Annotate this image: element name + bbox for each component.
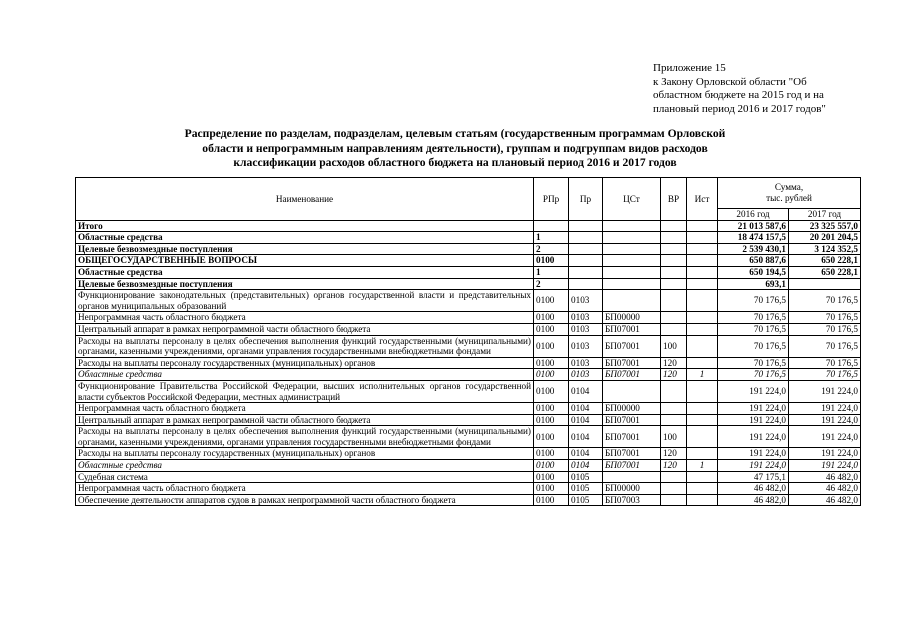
row-cst-cell: БП07001 [603, 357, 661, 369]
table-row [76, 403, 861, 415]
row-rpr-cell: 0100 [534, 335, 569, 357]
row-rpr-cell: 0100 [534, 460, 569, 472]
row-2016-cell: 191 224,0 [718, 448, 789, 460]
row-ist-cell [687, 278, 718, 290]
row-name-cell: Центральный аппарат в рамках непрограммной части областного бюджета [76, 323, 534, 335]
title-line: классификации расходов областного бюджета на плановый период 2016 и 2017 годов [233, 156, 677, 169]
header-sum-unit: тыс. рублей [766, 193, 812, 203]
row-name-cell: ОБЩЕГОСУДАРСТВЕННЫЕ ВОПРОСЫ [76, 255, 534, 267]
row-name-cell: Обеспечение деятельности аппаратов судов в рамках непрограммной части областного бюджета [76, 494, 534, 506]
row-ist-cell [687, 483, 718, 495]
row-pr-cell: 0103 [569, 323, 603, 335]
row-ist-cell: 1 [687, 460, 718, 472]
row-2016-cell: 70 176,5 [718, 335, 789, 357]
row-ist-cell: 1 [687, 369, 718, 381]
row-2016-cell: 650 194,5 [718, 266, 789, 278]
row-pr-cell [569, 232, 603, 244]
row-name-cell: Непрограммная часть областного бюджета [76, 403, 534, 415]
row-cst-cell [603, 232, 661, 244]
row-cst-cell [603, 471, 661, 483]
row-2016-cell: 46 482,0 [718, 494, 789, 506]
row-vr-cell: 120 [661, 448, 687, 460]
row-cst-cell: БП07001 [603, 369, 661, 381]
row-2017-cell: 46 482,0 [789, 494, 861, 506]
row-2016-cell: 191 224,0 [718, 460, 789, 472]
table-row [76, 255, 861, 267]
row-pr-cell: 0103 [569, 335, 603, 357]
row-ist-cell [687, 426, 718, 448]
title-line: области и непрограммным направлениям деятельности), группам и подгруппам видов расходов [202, 141, 708, 155]
row-2016-cell: 46 482,0 [718, 483, 789, 495]
row-name-cell: Итого [76, 220, 534, 232]
row-pr-cell: 0105 [569, 494, 603, 506]
row-ist-cell [687, 232, 718, 244]
row-cst-cell [603, 380, 661, 402]
table-row [76, 471, 861, 483]
table-row [76, 357, 861, 369]
row-2017-cell: 191 224,0 [789, 426, 861, 448]
table-row [76, 220, 861, 232]
row-2016-cell: 70 176,5 [718, 323, 789, 335]
row-pr-cell: 0104 [569, 403, 603, 415]
row-2017-cell: 650 228,1 [789, 266, 861, 278]
row-2017-cell: 191 224,0 [789, 460, 861, 472]
row-2016-cell: 70 176,5 [718, 290, 789, 312]
header-name: Наименование [76, 178, 534, 221]
row-ist-cell [687, 290, 718, 312]
row-2016-cell: 191 224,0 [718, 403, 789, 415]
row-2016-cell: 70 176,5 [718, 369, 789, 381]
row-rpr-cell: 1 [534, 232, 569, 244]
table-row [76, 232, 861, 244]
row-pr-cell: 0103 [569, 290, 603, 312]
header-pr: Пр [569, 178, 603, 221]
row-cst-cell: БП07001 [603, 460, 661, 472]
row-ist-cell [687, 243, 718, 255]
table-row [76, 426, 861, 448]
row-2017-cell: 70 176,5 [789, 369, 861, 381]
row-cst-cell [603, 278, 661, 290]
row-ist-cell [687, 448, 718, 460]
row-ist-cell [687, 255, 718, 267]
row-rpr-cell: 2 [534, 243, 569, 255]
row-ist-cell [687, 414, 718, 426]
row-2017-cell: 20 201 204,5 [789, 232, 861, 244]
row-rpr-cell: 0100 [534, 380, 569, 402]
row-2017-cell: 191 224,0 [789, 380, 861, 402]
row-pr-cell: 0103 [569, 357, 603, 369]
row-2016-cell: 70 176,5 [718, 312, 789, 324]
row-vr-cell [661, 403, 687, 415]
row-ist-cell [687, 403, 718, 415]
row-2016-cell: 191 224,0 [718, 414, 789, 426]
row-ist-cell [687, 494, 718, 506]
row-pr-cell: 0103 [569, 312, 603, 324]
row-vr-cell [661, 290, 687, 312]
row-name-cell: Функционирование законодательных (представительных) органов государственной власти и представительных органов муниципальных образований [76, 290, 534, 312]
row-rpr-cell: 0100 [534, 426, 569, 448]
row-2016-cell: 650 887,6 [718, 255, 789, 267]
document-title [110, 127, 800, 171]
row-rpr-cell: 0100 [534, 312, 569, 324]
row-ist-cell [687, 323, 718, 335]
row-rpr-cell: 2 [534, 278, 569, 290]
row-name-cell: Областные средства [76, 232, 534, 244]
row-rpr-cell: 0100 [534, 403, 569, 415]
row-rpr-cell: 0100 [534, 483, 569, 495]
row-2017-cell: 70 176,5 [789, 323, 861, 335]
row-ist-cell [687, 312, 718, 324]
row-2016-cell: 47 175,1 [718, 471, 789, 483]
header-ist: Ист [687, 178, 718, 221]
table-row [76, 243, 861, 255]
row-pr-cell: 0104 [569, 426, 603, 448]
row-name-cell: Областные средства [76, 460, 534, 472]
row-name-cell: Расходы на выплаты персоналу государственных (муниципальных) органов [76, 448, 534, 460]
row-cst-cell: БП00000 [603, 483, 661, 495]
table-body [76, 220, 861, 506]
row-vr-cell [661, 380, 687, 402]
row-name-cell: Судебная система [76, 471, 534, 483]
row-2017-cell [789, 278, 861, 290]
row-rpr-cell: 0100 [534, 255, 569, 267]
row-pr-cell: 0103 [569, 369, 603, 381]
row-vr-cell [661, 483, 687, 495]
row-vr-cell: 100 [661, 426, 687, 448]
row-rpr-cell: 0100 [534, 471, 569, 483]
row-2016-cell: 21 013 587,6 [718, 220, 789, 232]
row-vr-cell [661, 255, 687, 267]
header-year-2016: 2016 год [718, 209, 789, 221]
row-2017-cell: 70 176,5 [789, 335, 861, 357]
row-2016-cell: 2 539 430,1 [718, 243, 789, 255]
header-rpr: РПр [534, 178, 569, 221]
table-row [76, 414, 861, 426]
row-pr-cell: 0105 [569, 483, 603, 495]
row-cst-cell [603, 243, 661, 255]
row-2017-cell: 23 325 557,0 [789, 220, 861, 232]
table-row [76, 494, 861, 506]
table-row [76, 312, 861, 324]
row-ist-cell [687, 220, 718, 232]
row-2017-cell: 3 124 352,5 [789, 243, 861, 255]
row-rpr-cell: 0100 [534, 357, 569, 369]
row-pr-cell: 0104 [569, 460, 603, 472]
row-name-cell: Центральный аппарат в рамках непрограммной части областного бюджета [76, 414, 534, 426]
row-2016-cell: 191 224,0 [718, 380, 789, 402]
row-cst-cell: БП00000 [603, 403, 661, 415]
row-name-cell: Непрограммная часть областного бюджета [76, 483, 534, 495]
row-ist-cell [687, 380, 718, 402]
row-cst-cell: БП07001 [603, 323, 661, 335]
row-name-cell: Целевые безвозмездные поступления [76, 243, 534, 255]
row-2017-cell: 46 482,0 [789, 471, 861, 483]
table-row [76, 323, 861, 335]
appendix-line: плановый период 2016 и 2017 годов" [653, 102, 826, 115]
row-vr-cell: 120 [661, 460, 687, 472]
row-cst-cell [603, 290, 661, 312]
row-vr-cell [661, 278, 687, 290]
table-row [76, 335, 861, 357]
row-vr-cell [661, 494, 687, 506]
row-pr-cell [569, 266, 603, 278]
appendix-note [653, 62, 863, 116]
row-pr-cell [569, 220, 603, 232]
header-sum [718, 178, 861, 209]
row-name-cell: Расходы на выплаты персоналу государственных (муниципальных) органов [76, 357, 534, 369]
row-cst-cell: БП07003 [603, 494, 661, 506]
row-vr-cell [661, 471, 687, 483]
row-cst-cell: БП00000 [603, 312, 661, 324]
row-vr-cell: 100 [661, 335, 687, 357]
row-rpr-cell: 0100 [534, 494, 569, 506]
row-vr-cell: 120 [661, 369, 687, 381]
header-year-2017: 2017 год [789, 209, 861, 221]
row-2017-cell: 650 228,1 [789, 255, 861, 267]
row-vr-cell [661, 312, 687, 324]
title-line: Распределение по разделам, подразделам, целевым статьям (государственным программам Орловской [184, 127, 726, 140]
row-2017-cell: 191 224,0 [789, 448, 861, 460]
row-rpr-cell: 0100 [534, 448, 569, 460]
row-name-cell: Областные средства [76, 369, 534, 381]
table-row [76, 448, 861, 460]
row-ist-cell [687, 335, 718, 357]
row-2017-cell: 70 176,5 [789, 357, 861, 369]
row-vr-cell: 120 [661, 357, 687, 369]
row-2017-cell: 191 224,0 [789, 403, 861, 415]
row-2017-cell: 70 176,5 [789, 290, 861, 312]
row-cst-cell: БП07001 [603, 426, 661, 448]
row-vr-cell [661, 414, 687, 426]
row-rpr-cell [534, 220, 569, 232]
row-2016-cell: 693,1 [718, 278, 789, 290]
row-2016-cell: 191 224,0 [718, 426, 789, 448]
table-row [76, 266, 861, 278]
row-pr-cell: 0104 [569, 414, 603, 426]
row-ist-cell [687, 357, 718, 369]
appendix-line: областном бюджете на 2015 год и на [653, 89, 824, 101]
row-name-cell: Функционирование Правительства Российской Федерации, высших исполнительных органов государственной власти субъектов Российской Федерации, местных администраций [76, 380, 534, 402]
header-vr: ВР [661, 178, 687, 221]
row-rpr-cell: 0100 [534, 414, 569, 426]
row-name-cell: Целевые безвозмездные поступления [76, 278, 534, 290]
appendix-line: к Закону Орловской области "Об [653, 75, 807, 88]
table-header [76, 178, 861, 221]
row-cst-cell: БП07001 [603, 414, 661, 426]
header-cst: ЦСт [603, 178, 661, 221]
row-vr-cell [661, 243, 687, 255]
row-pr-cell: 0104 [569, 380, 603, 402]
row-pr-cell: 0105 [569, 471, 603, 483]
table-row [76, 369, 861, 381]
row-pr-cell [569, 243, 603, 255]
row-cst-cell [603, 255, 661, 267]
table-row [76, 290, 861, 312]
row-2017-cell: 46 482,0 [789, 483, 861, 495]
row-2017-cell: 70 176,5 [789, 312, 861, 324]
row-cst-cell [603, 220, 661, 232]
row-vr-cell [661, 220, 687, 232]
row-cst-cell: БП07001 [603, 335, 661, 357]
table-row [76, 483, 861, 495]
row-rpr-cell: 0100 [534, 369, 569, 381]
row-rpr-cell: 0100 [534, 290, 569, 312]
row-2016-cell: 70 176,5 [718, 357, 789, 369]
row-name-cell: Областные средства [76, 266, 534, 278]
row-name-cell: Расходы на выплаты персоналу в целях обеспечения выполнения функций государственными (муниципальными) органами, казенными учреждениями, органами управления государственными внебюджетными фондами [76, 426, 534, 448]
row-pr-cell [569, 278, 603, 290]
row-cst-cell: БП07001 [603, 448, 661, 460]
table-row [76, 278, 861, 290]
row-ist-cell [687, 266, 718, 278]
row-pr-cell [569, 255, 603, 267]
budget-table [75, 177, 861, 506]
row-vr-cell [661, 232, 687, 244]
header-sum-label: Сумма, [774, 182, 804, 193]
row-ist-cell [687, 471, 718, 483]
appendix-line: Приложение 15 [653, 62, 726, 74]
row-pr-cell: 0104 [569, 448, 603, 460]
table-row [76, 460, 861, 472]
row-vr-cell [661, 323, 687, 335]
row-name-cell: Непрограммная часть областного бюджета [76, 312, 534, 324]
row-2017-cell: 191 224,0 [789, 414, 861, 426]
row-rpr-cell: 1 [534, 266, 569, 278]
row-cst-cell [603, 266, 661, 278]
table-row [76, 380, 861, 402]
row-name-cell: Расходы на выплаты персоналу в целях обеспечения выполнения функций государственными (муниципальными) органами, казенными учреждениями, органами управления государственными внебюджетными фондами [76, 335, 534, 357]
row-vr-cell [661, 266, 687, 278]
row-2016-cell: 18 474 157,5 [718, 232, 789, 244]
row-rpr-cell: 0100 [534, 323, 569, 335]
